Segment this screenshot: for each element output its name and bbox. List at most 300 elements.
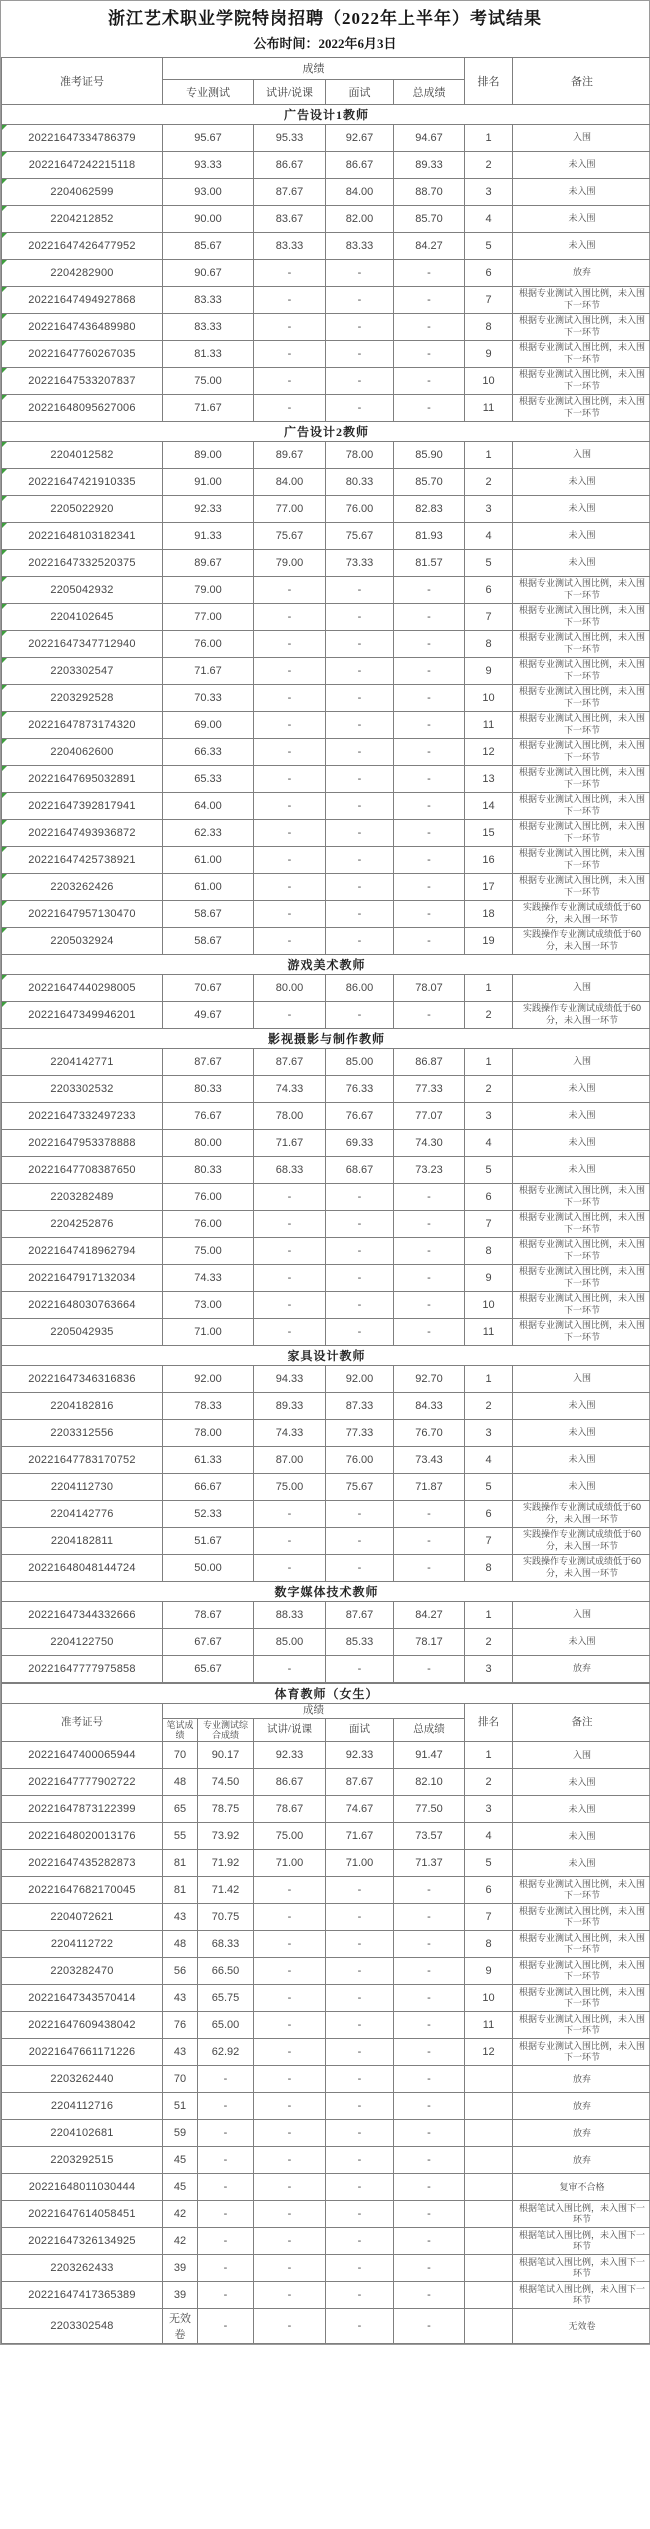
score-cell: 58.67 [163,927,254,954]
score-cell: 43 [163,1985,198,2012]
rank-cell: 17 [465,873,513,900]
score-cell: - [394,1237,465,1264]
rank-cell: 3 [465,178,513,205]
score-cell: 80.33 [163,1156,254,1183]
remark-cell: 根据专业测试入围比例，未入围下一环节 [513,1985,650,2012]
table-row [2,873,650,900]
score-cell: 85.70 [394,468,465,495]
score-cell: - [394,1210,465,1237]
score-cell: 90.17 [198,1742,254,1769]
remark-cell: 根据专业测试入围比例，未入围下一环节 [513,394,650,421]
rank-cell [465,2120,513,2147]
score-cell: - [254,2093,326,2120]
remark-cell: 未入围 [513,232,650,259]
score-cell: 93.00 [163,178,254,205]
score-cell: 76.67 [326,1102,394,1129]
table-row [2,151,650,178]
remark-cell: 未入围 [513,1075,650,1102]
table-row [2,1655,650,1682]
exam-no-cell: 20221647349946201 [2,1001,163,1028]
score-cell: 74.50 [198,1769,254,1796]
score-cell: - [394,576,465,603]
section-title: 广告设计2教师 [2,421,650,441]
score-cell: - [394,394,465,421]
score-cell: - [394,684,465,711]
score-cell: - [326,340,394,367]
rank-cell: 7 [465,603,513,630]
score-cell: - [254,1655,326,1682]
score-cell: 80.33 [163,1075,254,1102]
score-cell: - [326,927,394,954]
remark-cell: 放弃 [513,2147,650,2174]
exam-no-cell: 2203302548 [2,2309,163,2344]
remark-cell: 根据笔试入围比例，未入围下一环节 [513,2282,650,2309]
exam-no-cell: 20221647418962794 [2,1237,163,1264]
exam-no-cell: 2203262433 [2,2255,163,2282]
score-cell: - [254,1877,326,1904]
score-cell: 94.67 [394,124,465,151]
rank-cell: 4 [465,1823,513,1850]
remark-cell: 根据专业测试入围比例，未入围下一环节 [513,2012,650,2039]
score-cell: 84.00 [326,178,394,205]
score-cell: - [394,1527,465,1554]
score-cell: 73.00 [163,1291,254,1318]
score-cell: - [254,2174,326,2201]
section-row [2,1683,650,1703]
score-cell: 86.87 [394,1048,465,1075]
score-cell: 76 [163,2012,198,2039]
remark-cell: 根据专业测试入围比例，未入围下一环节 [513,286,650,313]
remark-cell: 实践操作专业测试成绩低于60分，未入围一环节 [513,1554,650,1581]
exam-no-cell: 20221647695032891 [2,765,163,792]
score-cell: - [326,367,394,394]
remark-cell: 根据专业测试入围比例，未入围下一环节 [513,313,650,340]
score-cell: - [254,2255,326,2282]
score-cell: - [394,1931,465,1958]
exam-no-cell: 2204142776 [2,1500,163,1527]
score-cell: 78.17 [394,1628,465,1655]
remark-cell: 未入围 [513,495,650,522]
score-cell: 75.00 [254,1823,326,1850]
score-cell: - [254,846,326,873]
exam-no-cell: 20221647392817941 [2,792,163,819]
score-cell: - [394,2174,465,2201]
score-cell: - [326,2282,394,2309]
remark-cell: 未入围 [513,205,650,232]
rank-cell: 10 [465,1985,513,2012]
score-cell: 83.33 [254,232,326,259]
score-cell: - [326,792,394,819]
remark-cell: 实践操作专业测试成绩低于60分，未入围一环节 [513,927,650,954]
score-cell: - [254,1237,326,1264]
exam-no-cell: 20221647417365389 [2,2282,163,2309]
score-cell: 74.30 [394,1129,465,1156]
score-cell: - [254,873,326,900]
score-cell: 71.67 [326,1823,394,1850]
score-cell: 59 [163,2120,198,2147]
score-cell: 84.33 [394,1392,465,1419]
score-cell: 43 [163,2039,198,2066]
rank-cell: 3 [465,1796,513,1823]
table-row [2,927,650,954]
score-cell: 77.07 [394,1102,465,1129]
score-cell: 84.27 [394,232,465,259]
score-cell: - [394,286,465,313]
exam-no-cell: 20221647326134925 [2,2228,163,2255]
score-cell: 86.67 [254,151,326,178]
remark-cell: 未入围 [513,178,650,205]
score-cell: - [326,1210,394,1237]
score-cell: - [326,2147,394,2174]
score-cell: - [198,2228,254,2255]
remark-cell: 无效卷 [513,2309,650,2344]
score-cell: - [254,630,326,657]
score-cell: - [254,2282,326,2309]
exam-no-cell: 20221647708387650 [2,1156,163,1183]
header-pro-test: 专业测试 [163,79,254,104]
exam-no-cell: 2203262426 [2,873,163,900]
score-cell: 80.00 [254,974,326,1001]
table-row [2,1392,650,1419]
table-row [2,2282,650,2309]
score-cell: - [254,1985,326,2012]
rank-cell: 4 [465,205,513,232]
header-rank: 排名 [465,57,513,104]
score-cell: 65.75 [198,1985,254,2012]
exam-no-cell: 20221647332497233 [2,1102,163,1129]
table-row [2,1742,650,1769]
exam-no-cell: 20221647347712940 [2,630,163,657]
exam-no-cell: 2204072621 [2,1904,163,1931]
rank-cell: 6 [465,576,513,603]
score-cell: 68.33 [254,1156,326,1183]
score-cell: 73.23 [394,1156,465,1183]
score-cell: - [326,1264,394,1291]
rank-cell: 3 [465,495,513,522]
score-cell: - [326,630,394,657]
score-cell: - [394,367,465,394]
score-cell: - [394,1655,465,1682]
remark-cell: 未入围 [513,1473,650,1500]
header-pro-test-combined: 专业测试综合成绩 [198,1718,254,1742]
exam-no-cell: 20221647425738921 [2,846,163,873]
rank-cell [465,2282,513,2309]
exam-no-cell: 2204112716 [2,2093,163,2120]
score-cell: 80.00 [163,1129,254,1156]
table-row [2,2093,650,2120]
table-row [2,1877,650,1904]
table-row [2,2012,650,2039]
score-cell: 77.00 [163,603,254,630]
score-cell: - [394,2066,465,2093]
exam-no-cell: 2204062599 [2,178,163,205]
exam-no-cell: 20221647435282873 [2,1850,163,1877]
page-title: 浙江艺术职业学院特岗招聘（2022年上半年）考试结果 [108,9,542,28]
section-row [2,1028,650,1048]
score-cell: - [394,1877,465,1904]
score-cell: - [394,738,465,765]
table-header-a [2,57,650,104]
score-cell: 81.57 [394,549,465,576]
score-cell: 76.70 [394,1419,465,1446]
rank-cell: 11 [465,711,513,738]
remark-cell: 根据专业测试入围比例，未入围下一环节 [513,1237,650,1264]
remark-cell: 入围 [513,1048,650,1075]
table-row [2,2255,650,2282]
exam-no-cell: 2203292528 [2,684,163,711]
score-cell: - [198,2147,254,2174]
score-cell: 74.33 [163,1264,254,1291]
score-cell: 61.00 [163,846,254,873]
score-cell: - [394,1904,465,1931]
score-cell: 75.00 [163,367,254,394]
score-cell: 87.67 [326,1769,394,1796]
table-row [2,1075,650,1102]
table-row [2,684,650,711]
score-cell: 77.33 [394,1075,465,1102]
rank-cell: 1 [465,441,513,468]
exam-no-cell: 20221647777975858 [2,1655,163,1682]
score-cell: 71.87 [394,1473,465,1500]
exam-no-cell: 20221647873122399 [2,1796,163,1823]
section-title: 体育教师（女生） [2,1683,650,1703]
table-row [2,1129,650,1156]
table-row [2,1365,650,1392]
score-cell: 88.33 [254,1601,326,1628]
remark-cell: 放弃 [513,2093,650,2120]
rank-cell: 11 [465,394,513,421]
header-trial-lecture: 试讲/说课 [254,1718,326,1742]
table-row [2,819,650,846]
score-cell: 78.67 [254,1796,326,1823]
table-row [2,1796,650,1823]
exam-no-cell: 2203302532 [2,1075,163,1102]
score-cell: - [326,846,394,873]
exam-no-cell: 2205032924 [2,927,163,954]
score-cell: - [394,2039,465,2066]
score-cell: 92.67 [326,124,394,151]
rank-cell: 12 [465,2039,513,2066]
score-cell: - [326,711,394,738]
score-cell: - [326,1527,394,1554]
score-cell: 89.67 [163,549,254,576]
table-row [2,313,650,340]
table-row [2,1210,650,1237]
score-cell: 91.00 [163,468,254,495]
exam-no-cell: 20221647777902722 [2,1769,163,1796]
exam-no-cell: 2203262440 [2,2066,163,2093]
exam-no-cell: 20221647494927868 [2,286,163,313]
score-cell: 90.67 [163,259,254,286]
rank-cell: 18 [465,900,513,927]
header-score-group: 成绩 [163,1703,465,1718]
score-cell: 76.00 [163,1183,254,1210]
rank-cell: 5 [465,1850,513,1877]
rank-cell: 2 [465,1628,513,1655]
score-cell: 79.00 [254,549,326,576]
remark-cell: 入围 [513,124,650,151]
score-cell: 79.00 [163,576,254,603]
exam-no-cell: 20221647346316836 [2,1365,163,1392]
table-row [2,1318,650,1345]
score-cell: - [254,657,326,684]
remark-cell: 入围 [513,1742,650,1769]
score-cell: 71.67 [163,657,254,684]
score-cell: - [326,603,394,630]
score-cell: - [326,1931,394,1958]
score-cell: 78.00 [163,1419,254,1446]
table-row [2,711,650,738]
section-row [2,1345,650,1365]
score-cell: - [254,927,326,954]
score-cell: - [326,2174,394,2201]
score-cell: 70.67 [163,974,254,1001]
remark-cell: 根据专业测试入围比例，未入围下一环节 [513,1183,650,1210]
table-row [2,846,650,873]
score-cell: 87.67 [326,1601,394,1628]
remark-cell: 未入围 [513,1823,650,1850]
exam-no-cell: 2205022920 [2,495,163,522]
score-cell: 85.33 [326,1628,394,1655]
score-cell: - [326,1655,394,1682]
score-cell: - [326,2120,394,2147]
score-cell: 83.33 [326,232,394,259]
rank-cell: 9 [465,1264,513,1291]
rank-cell: 10 [465,367,513,394]
table-row [2,1001,650,1028]
rank-cell [465,2093,513,2120]
exam-no-cell: 20221647493936872 [2,819,163,846]
remark-cell: 根据专业测试入围比例，未入围下一环节 [513,819,650,846]
score-cell: - [394,792,465,819]
score-cell: - [326,900,394,927]
score-cell: - [254,1527,326,1554]
exam-no-cell: 2204062600 [2,738,163,765]
score-cell: - [254,2012,326,2039]
score-cell: 78.00 [254,1102,326,1129]
score-cell: 92.00 [163,1365,254,1392]
score-cell: 85.00 [326,1048,394,1075]
remark-cell: 实践操作专业测试成绩低于60分，未入围一环节 [513,1500,650,1527]
rank-cell: 1 [465,1742,513,1769]
score-cell: - [394,1001,465,1028]
rank-cell: 9 [465,657,513,684]
exam-no-cell: 20221647343570414 [2,1985,163,2012]
section-row [2,1581,650,1601]
score-cell: - [394,2255,465,2282]
table-row [2,1102,650,1129]
remark-cell: 根据专业测试入围比例，未入围下一环节 [513,2039,650,2066]
score-cell: - [394,2309,465,2344]
score-cell: 42 [163,2201,198,2228]
rank-cell [465,2147,513,2174]
score-cell: - [394,2201,465,2228]
table-row [2,1904,650,1931]
score-cell: 83.33 [163,286,254,313]
rank-cell: 8 [465,630,513,657]
score-cell: 89.33 [254,1392,326,1419]
score-cell: 78.33 [163,1392,254,1419]
table-row [2,1473,650,1500]
remark-cell: 放弃 [513,2120,650,2147]
exam-no-cell: 20221647334786379 [2,124,163,151]
score-cell: - [254,1958,326,1985]
remark-cell: 入围 [513,1601,650,1628]
remark-cell: 实践操作专业测试成绩低于60分，未入围一环节 [513,900,650,927]
score-cell: 75.00 [254,1473,326,1500]
remark-cell: 未入围 [513,1129,650,1156]
exam-no-cell: 20221647242215118 [2,151,163,178]
exam-no-cell: 2204282900 [2,259,163,286]
score-cell: - [394,2228,465,2255]
score-cell: - [394,1183,465,1210]
score-cell: - [326,738,394,765]
remark-cell: 未入围 [513,522,650,549]
remark-cell: 入围 [513,441,650,468]
score-cell: 88.70 [394,178,465,205]
header-written-score: 笔试成绩 [163,1718,198,1742]
score-cell: - [198,2201,254,2228]
exam-no-cell: 20221647661171226 [2,2039,163,2066]
exam-no-cell: 2204122750 [2,1628,163,1655]
table-row [2,124,650,151]
score-cell: - [254,2039,326,2066]
section-title: 数字媒体技术教师 [2,1581,650,1601]
score-cell: 87.00 [254,1446,326,1473]
score-cell: - [326,2201,394,2228]
table-row [2,549,650,576]
score-cell: - [198,2093,254,2120]
rank-cell: 16 [465,846,513,873]
rank-cell: 4 [465,522,513,549]
remark-cell: 放弃 [513,259,650,286]
score-cell: 91.33 [163,522,254,549]
table-row [2,900,650,927]
table-row [2,367,650,394]
remark-cell: 根据专业测试入围比例，未入围下一环节 [513,1931,650,1958]
score-cell: - [254,1001,326,1028]
score-cell: 48 [163,1769,198,1796]
remark-cell: 根据专业测试入围比例，未入围下一环节 [513,367,650,394]
rank-cell: 1 [465,1365,513,1392]
score-cell: 77.00 [254,495,326,522]
table-row [2,1601,650,1628]
exam-no-cell: 20221647426477952 [2,232,163,259]
score-cell: 89.33 [394,151,465,178]
score-cell: 80.33 [326,468,394,495]
exam-no-cell: 20221647609438042 [2,2012,163,2039]
score-cell: 无效卷 [163,2309,198,2344]
rank-cell: 3 [465,1102,513,1129]
score-cell: 87.33 [326,1392,394,1419]
score-cell: 81 [163,1877,198,1904]
score-cell: - [254,394,326,421]
score-cell: 45 [163,2174,198,2201]
score-cell: - [326,2255,394,2282]
score-cell: 75.67 [254,522,326,549]
exam-no-cell: 20221647533207837 [2,367,163,394]
score-cell: - [254,1210,326,1237]
score-cell: - [198,2255,254,2282]
exam-no-cell: 2203282489 [2,1183,163,1210]
score-cell: 82.00 [326,205,394,232]
score-cell: - [326,657,394,684]
score-cell: 93.33 [163,151,254,178]
rank-cell: 8 [465,313,513,340]
score-cell: 85.70 [394,205,465,232]
score-cell: - [394,1554,465,1581]
remark-cell: 根据专业测试入围比例，未入围下一环节 [513,630,650,657]
